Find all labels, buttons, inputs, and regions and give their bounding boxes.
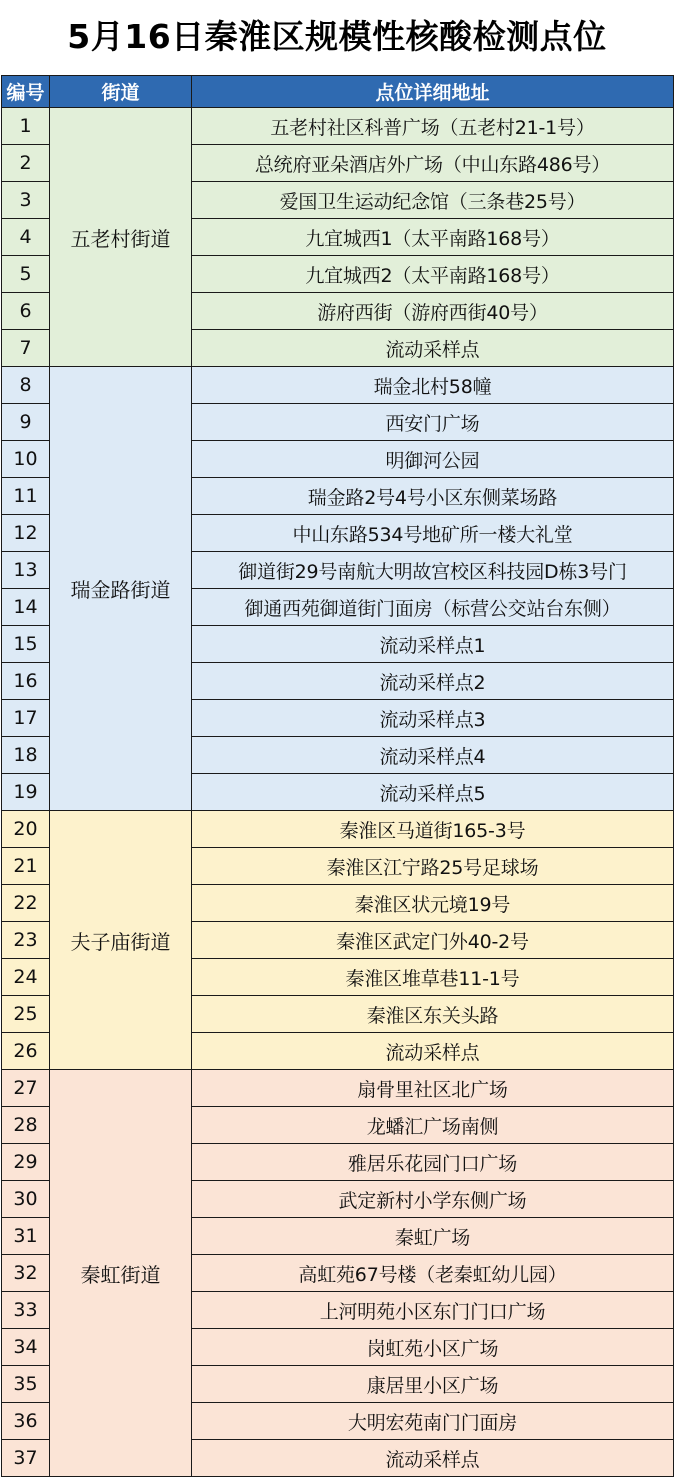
site-address: 扇骨里社区北广场 [192, 1070, 674, 1107]
site-address: 上河明苑小区东门门口广场 [192, 1292, 674, 1329]
site-address: 御通西苑御道街门面房（标营公交站台东侧） [192, 589, 674, 626]
row-number: 7 [2, 330, 50, 367]
row-number: 5 [2, 256, 50, 293]
table-row [2, 1070, 674, 1107]
site-address: 明御河公园 [192, 441, 674, 478]
row-number: 6 [2, 293, 50, 330]
site-address: 秦虹广场 [192, 1218, 674, 1255]
site-address: 流动采样点1 [192, 626, 674, 663]
row-number: 26 [2, 1033, 50, 1070]
row-number: 28 [2, 1107, 50, 1144]
street-name: 五老村街道 [50, 108, 192, 367]
row-number: 29 [2, 1144, 50, 1181]
row-number: 13 [2, 552, 50, 589]
row-number: 2 [2, 145, 50, 182]
site-address: 大明宏苑南门门面房 [192, 1403, 674, 1440]
header-street: 街道 [50, 76, 192, 108]
site-address: 五老村社区科普广场（五老村21-1号） [192, 108, 674, 145]
row-number: 19 [2, 774, 50, 811]
site-address: 九宜城西1（太平南路168号） [192, 219, 674, 256]
header-address: 点位详细地址 [192, 76, 674, 108]
page-title: 5月16日秦淮区规模性核酸检测点位 [67, 17, 607, 56]
table-row [2, 367, 674, 404]
row-number: 12 [2, 515, 50, 552]
site-address: 九宜城西2（太平南路168号） [192, 256, 674, 293]
row-number: 25 [2, 996, 50, 1033]
site-address: 流动采样点 [192, 1033, 674, 1070]
site-address: 秦淮区武定门外40-2号 [192, 922, 674, 959]
site-address: 西安门广场 [192, 404, 674, 441]
header-row [2, 76, 674, 108]
row-number: 16 [2, 663, 50, 700]
table-row [2, 811, 674, 848]
site-address: 雅居乐花园门口广场 [192, 1144, 674, 1181]
row-number: 35 [2, 1366, 50, 1403]
row-number: 17 [2, 700, 50, 737]
row-number: 37 [2, 1440, 50, 1477]
site-address: 游府西街（游府西街40号） [192, 293, 674, 330]
site-address: 流动采样点4 [192, 737, 674, 774]
row-number: 14 [2, 589, 50, 626]
site-address: 御道街29号南航大明故宫校区科技园D栋3号门 [192, 552, 674, 589]
street-name: 秦虹街道 [50, 1070, 192, 1477]
site-address: 中山东路534号地矿所一楼大礼堂 [192, 515, 674, 552]
site-address: 秦淮区马道街165-3号 [192, 811, 674, 848]
table-body [2, 108, 674, 1477]
row-number: 21 [2, 848, 50, 885]
row-number: 4 [2, 219, 50, 256]
site-address: 瑞金北村58幢 [192, 367, 674, 404]
row-number: 22 [2, 885, 50, 922]
row-number: 23 [2, 922, 50, 959]
row-number: 24 [2, 959, 50, 996]
site-address: 流动采样点5 [192, 774, 674, 811]
site-address: 康居里小区广场 [192, 1366, 674, 1403]
site-address: 流动采样点3 [192, 700, 674, 737]
site-address: 岗虹苑小区广场 [192, 1329, 674, 1366]
site-address: 武定新村小学东侧广场 [192, 1181, 674, 1218]
site-address: 爱国卫生运动纪念馆（三条巷25号） [192, 182, 674, 219]
row-number: 33 [2, 1292, 50, 1329]
row-number: 15 [2, 626, 50, 663]
row-number: 1 [2, 108, 50, 145]
row-number: 9 [2, 404, 50, 441]
site-address: 瑞金路2号4号小区东侧菜场路 [192, 478, 674, 515]
row-number: 31 [2, 1218, 50, 1255]
row-number: 34 [2, 1329, 50, 1366]
row-number: 27 [2, 1070, 50, 1107]
street-name: 夫子庙街道 [50, 811, 192, 1070]
table-row [2, 108, 674, 145]
row-number: 18 [2, 737, 50, 774]
site-address: 秦淮区堆草巷11-1号 [192, 959, 674, 996]
testing-sites-table [1, 75, 674, 1477]
row-number: 10 [2, 441, 50, 478]
table-header [2, 76, 674, 108]
site-address: 流动采样点2 [192, 663, 674, 700]
site-address: 流动采样点 [192, 330, 674, 367]
row-number: 32 [2, 1255, 50, 1292]
site-address: 秦淮区东关头路 [192, 996, 674, 1033]
row-number: 3 [2, 182, 50, 219]
site-address: 秦淮区江宁路25号足球场 [192, 848, 674, 885]
row-number: 36 [2, 1403, 50, 1440]
row-number: 8 [2, 367, 50, 404]
street-name: 瑞金路街道 [50, 367, 192, 811]
row-number: 30 [2, 1181, 50, 1218]
header-num: 编号 [2, 76, 50, 108]
site-address: 龙蟠汇广场南侧 [192, 1107, 674, 1144]
site-address: 流动采样点 [192, 1440, 674, 1477]
site-address: 秦淮区状元境19号 [192, 885, 674, 922]
row-number: 11 [2, 478, 50, 515]
row-number: 20 [2, 811, 50, 848]
site-address: 总统府亚朵酒店外广场（中山东路486号） [192, 145, 674, 182]
site-address: 高虹苑67号楼（老秦虹幼儿园） [192, 1255, 674, 1292]
